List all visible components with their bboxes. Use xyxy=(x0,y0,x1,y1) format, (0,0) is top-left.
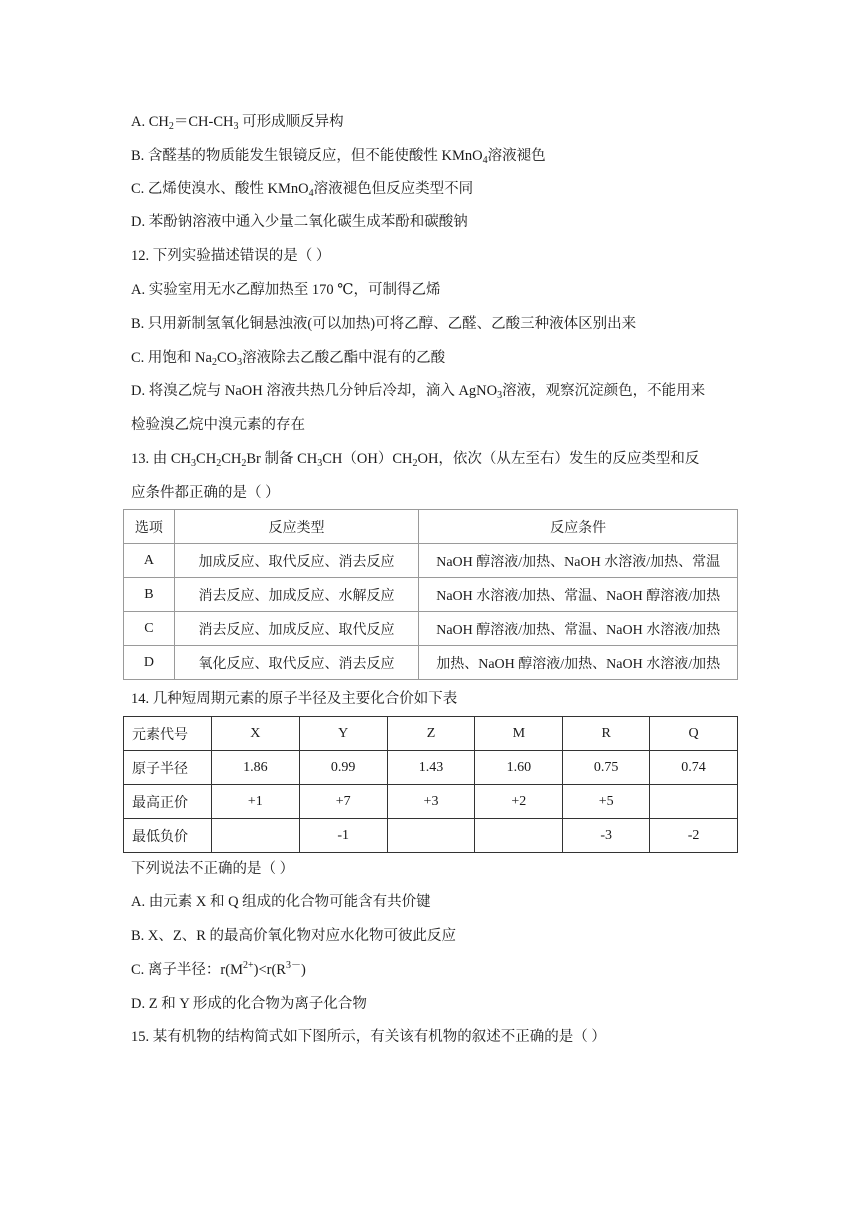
row-label: 最低负价 xyxy=(124,819,212,853)
reaction-type-cell: 消去反应、加成反应、取代反应 xyxy=(174,612,419,646)
reaction-condition-cell: NaOH 醇溶液/加热、NaOH 水溶液/加热、常温 xyxy=(419,544,738,578)
q13-table xyxy=(123,509,738,680)
header-cell: 反应条件 xyxy=(419,510,738,544)
reaction-condition-cell: NaOH 水溶液/加热、常温、NaOH 醇溶液/加热 xyxy=(419,578,738,612)
q11-option-d: D. 苯酚钠溶液中通入少量二氧化碳生成苯酚和碳酸钠 xyxy=(131,214,468,230)
q12-stem: 12. 下列实验描述错误的是（ ） xyxy=(131,248,331,264)
table-row xyxy=(124,819,738,853)
reaction-condition-cell: NaOH 醇溶液/加热、常温、NaOH 水溶液/加热 xyxy=(419,612,738,646)
q12-option-a: A. 实验室用无水乙醇加热至 170 ℃，可制得乙烯 xyxy=(131,282,441,298)
q12-option-d-line2: 检验溴乙烷中溴元素的存在 xyxy=(131,417,305,433)
q12-option-b: B. 只用新制氢氧化铜悬浊液(可以加热)可将乙醇、乙醛、乙酸三种液体区别出来 xyxy=(131,316,637,332)
header-cell: 选项 xyxy=(124,510,175,544)
q13-stem-line2: 应条件都正确的是（ ） xyxy=(131,485,280,501)
row-label: 最高正价 xyxy=(124,785,212,819)
q12-option-c: C. 用饱和 $Na_2CO_3$溶液除去乙酸乙酯中混有的乙酸 xyxy=(131,350,446,368)
table-cell: -2 xyxy=(650,819,738,853)
header-cell: Y xyxy=(299,717,387,751)
q11-option-c: C. 乙烯使溴水、酸性 KMnO$_4$溶液褪色但反应类型不同 xyxy=(131,181,474,199)
q13-table-header xyxy=(124,510,738,544)
q14-option-d: D. Z 和 Y 形成的化合物为离子化合物 xyxy=(131,996,367,1012)
table-cell: +3 xyxy=(387,785,475,819)
table-cell: 1.60 xyxy=(475,751,563,785)
q14-option-b: B. X、Z、R 的最高价氧化物对应水化物可彼此反应 xyxy=(131,928,457,944)
q13-stem-line1: 13. 由 $CH_3CH_2CH_2Br$ 制备 $CH_3CH(OH)CH_2OH$，依次（从左至右）发生的反应类型和反 xyxy=(131,451,700,469)
table-cell: 1.86 xyxy=(211,751,299,785)
reaction-type-cell: 氧化反应、取代反应、消去反应 xyxy=(174,646,419,680)
header-cell: Q xyxy=(650,717,738,751)
header-cell: 反应类型 xyxy=(174,510,419,544)
reaction-condition-cell: 加热、NaOH 醇溶液/加热、NaOH 水溶液/加热 xyxy=(419,646,738,680)
q11-option-b: B. 含醛基的物质能发生银镜反应，但不能使酸性 KMnO$_4$溶液褪色 xyxy=(131,148,546,166)
q14-option-c: C. 离子半径：$r(M^{2+})<r(R^{3-})$ xyxy=(131,960,306,978)
option-cell: B xyxy=(124,578,175,612)
reaction-type-cell: 消去反应、加成反应、水解反应 xyxy=(174,578,419,612)
table-cell: 0.75 xyxy=(563,751,650,785)
header-cell: M xyxy=(475,717,563,751)
table-cell xyxy=(475,819,563,853)
header-cell: R xyxy=(563,717,650,751)
table-cell xyxy=(650,785,738,819)
q11-option-a: A. $CH_2=CH-CH_3$ 可形成顺反异构 xyxy=(131,114,344,132)
table-cell xyxy=(387,819,475,853)
table-cell: -1 xyxy=(299,819,387,853)
table-cell: +5 xyxy=(563,785,650,819)
q12-option-d-line1: D. 将溴乙烷与 NaOH 溶液共热几分钟后冷却，滴入 AgNO$_3$溶液，观察沉淀颜色，不能用来 xyxy=(131,383,706,401)
table-row xyxy=(124,544,738,578)
q14-table xyxy=(123,716,738,853)
q14-ask: 下列说法不正确的是（ ） xyxy=(131,861,295,877)
table-row xyxy=(124,612,738,646)
q14-table-header xyxy=(124,717,738,751)
table-cell: +1 xyxy=(211,785,299,819)
table-cell: +2 xyxy=(475,785,563,819)
table-row xyxy=(124,785,738,819)
option-cell: D xyxy=(124,646,175,680)
table-cell: 0.99 xyxy=(299,751,387,785)
table-cell xyxy=(211,819,299,853)
q15-stem: 15. 某有机物的结构简式如下图所示，有关该有机物的叙述不正确的是（ ） xyxy=(131,1029,606,1045)
option-cell: C xyxy=(124,612,175,646)
table-row xyxy=(124,578,738,612)
table-row xyxy=(124,751,738,785)
option-cell: A xyxy=(124,544,175,578)
header-cell: Z xyxy=(387,717,475,751)
table-row xyxy=(124,646,738,680)
header-cell: 元素代号 xyxy=(124,717,212,751)
table-cell: 1.43 xyxy=(387,751,475,785)
q14-option-a: A. 由元素 X 和 Q 组成的化合物可能含有共价键 xyxy=(131,894,431,910)
row-label: 原子半径 xyxy=(124,751,212,785)
header-cell: X xyxy=(211,717,299,751)
q14-stem: 14. 几种短周期元素的原子半径及主要化合价如下表 xyxy=(131,691,458,707)
reaction-type-cell: 加成反应、取代反应、消去反应 xyxy=(174,544,419,578)
table-cell: 0.74 xyxy=(650,751,738,785)
table-cell: -3 xyxy=(563,819,650,853)
table-cell: +7 xyxy=(299,785,387,819)
